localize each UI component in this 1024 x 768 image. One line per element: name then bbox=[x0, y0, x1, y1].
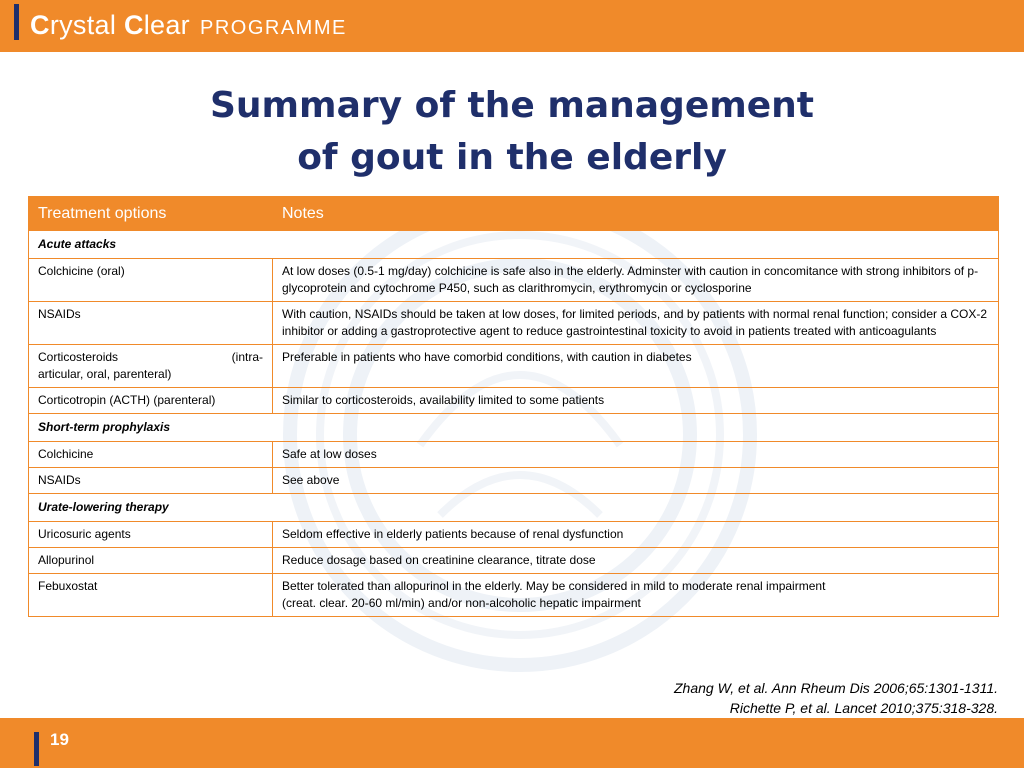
notes-cell: With caution, NSAIDs should be taken at low doses, for limited periods, and by patients with normal renal function; consider a COX-2 inhibitor or adding a gastroprotective agent to reduce gastrointestinal toxicity to avoid in patients treated with anticoagulants bbox=[273, 302, 999, 345]
treatment-cell: Uricosuric agents bbox=[29, 522, 273, 548]
notes-cell bbox=[273, 574, 999, 617]
slide-title bbox=[0, 80, 1024, 184]
header-notes: Notes bbox=[273, 197, 999, 231]
header-accent-mark bbox=[14, 4, 19, 40]
treatment-table bbox=[28, 196, 999, 617]
header-treatment-options: Treatment options bbox=[29, 197, 273, 231]
footer-accent-mark bbox=[34, 732, 39, 766]
table-header-row bbox=[29, 197, 999, 231]
treatment-cell: NSAIDs bbox=[29, 468, 273, 494]
reference-item: Zhang W, et al. Ann Rheum Dis 2006;65:1301-1311. bbox=[673, 680, 998, 696]
notes-line-2: (creat. clear. 20-60 ml/min) and/or non-alcoholic hepatic impairment bbox=[282, 596, 641, 610]
treatment-cell: Colchicine (oral) bbox=[29, 259, 273, 302]
brand-logo bbox=[30, 10, 347, 46]
table-row bbox=[29, 468, 999, 494]
notes-line-1: Better tolerated than allopurinol in the elderly. May be considered in mild to moderate renal impairment bbox=[282, 579, 826, 593]
table-row bbox=[29, 574, 999, 617]
table-row bbox=[29, 302, 999, 345]
table-row bbox=[29, 345, 999, 388]
section-row bbox=[29, 494, 999, 522]
notes-cell: Safe at low doses bbox=[273, 442, 999, 468]
notes-cell: Reduce dosage based on creatinine clearance, titrate dose bbox=[273, 548, 999, 574]
brand-programme: PROGRAMME bbox=[199, 17, 347, 39]
treatment-cell: NSAIDs bbox=[29, 302, 273, 345]
treatment-cell bbox=[29, 345, 273, 388]
notes-cell: At low doses (0.5-1 mg/day) colchicine is safe also in the elderly. Adminster with caution in concomitance with strong inhibitors of p-glycoprotein and cytochrome P450, such as clarithromycin, erythromycin or cyclosporine bbox=[273, 259, 999, 302]
table-row bbox=[29, 259, 999, 302]
brand-name: Crystal Clear bbox=[30, 10, 190, 40]
title-line-2: of gout in the elderly bbox=[297, 137, 727, 178]
footer-bar bbox=[0, 718, 1024, 768]
section-row bbox=[29, 231, 999, 259]
treatment-line-2: articular, oral, parenteral) bbox=[38, 367, 172, 381]
treatment-line-1: Corticosteroids (intra- bbox=[38, 350, 263, 364]
treatment-cell: Colchicine bbox=[29, 442, 273, 468]
page-number: 19 bbox=[50, 730, 69, 749]
table-row bbox=[29, 442, 999, 468]
treatment-cell: Corticotropin (ACTH) (parenteral) bbox=[29, 388, 273, 414]
treatment-cell: Febuxostat bbox=[29, 574, 273, 617]
section-urate-lowering-therapy: Urate-lowering therapy bbox=[29, 494, 999, 522]
notes-cell: Seldom effective in elderly patients because of renal dysfunction bbox=[273, 522, 999, 548]
table-row bbox=[29, 548, 999, 574]
table-row bbox=[29, 522, 999, 548]
header-bar bbox=[0, 0, 1024, 52]
notes-cell: Similar to corticosteroids, availability limited to some patients bbox=[273, 388, 999, 414]
notes-cell: Preferable in patients who have comorbid conditions, with caution in diabetes bbox=[273, 345, 999, 388]
section-acute-attacks: Acute attacks bbox=[29, 231, 999, 259]
notes-cell: See above bbox=[273, 468, 999, 494]
treatment-cell: Allopurinol bbox=[29, 548, 273, 574]
title-line-1: Summary of the management bbox=[209, 85, 815, 126]
section-short-term-prophylaxis: Short-term prophylaxis bbox=[29, 414, 999, 442]
reference-item: Richette P, et al. Lancet 2010;375:318-328. bbox=[729, 700, 998, 716]
section-row bbox=[29, 414, 999, 442]
table-row bbox=[29, 388, 999, 414]
